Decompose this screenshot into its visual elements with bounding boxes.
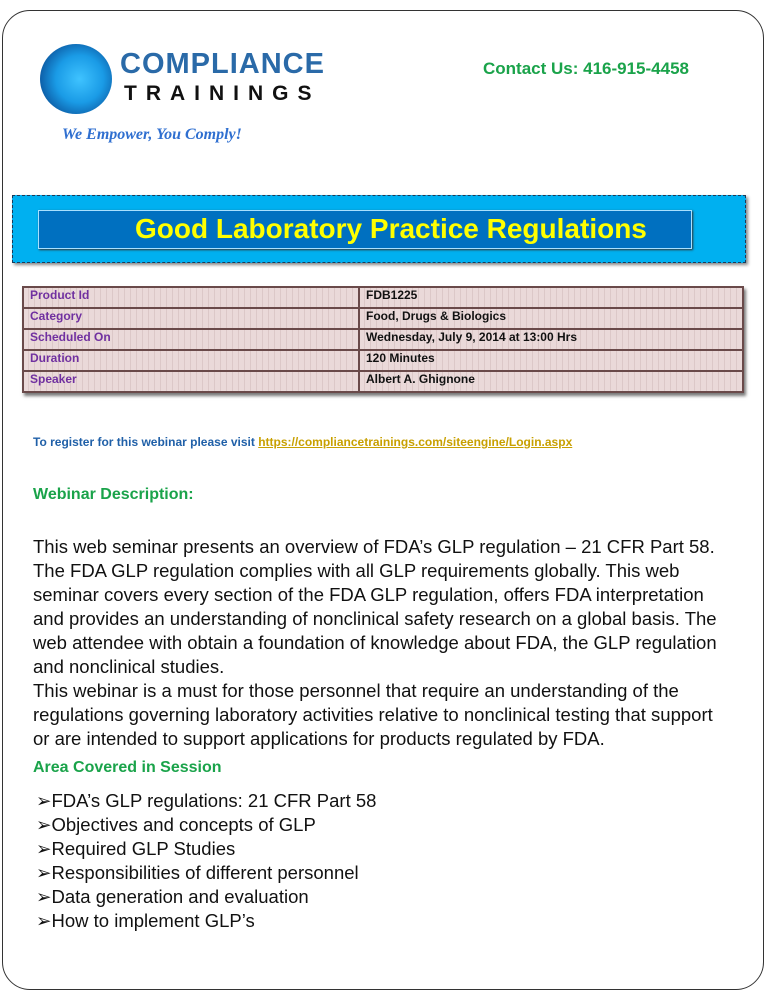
list-item: ➢Responsibilities of different personnel bbox=[36, 862, 359, 883]
row-label: Duration bbox=[23, 350, 359, 371]
register-text: To register for this webinar please visit bbox=[33, 435, 259, 449]
row-label: Speaker bbox=[23, 371, 359, 392]
row-label: Scheduled On bbox=[23, 329, 359, 350]
areas-list bbox=[36, 789, 376, 933]
description-paragraph-2: This webinar is a must for those personnel that require an understanding of the regulations governing laboratory activities relative to nonclinical testing that support or are intended to support applications for products regulated by FDA. bbox=[33, 680, 713, 749]
areas-heading: Area Covered in Session bbox=[33, 759, 222, 776]
register-line bbox=[33, 435, 572, 449]
row-value: FDB1225 bbox=[359, 287, 743, 308]
description-text bbox=[33, 535, 733, 751]
row-value: 120 Minutes bbox=[359, 350, 743, 371]
row-label: Category bbox=[23, 308, 359, 329]
list-item: ➢Objectives and concepts of GLP bbox=[36, 814, 316, 835]
logo bbox=[40, 44, 325, 116]
tagline: We Empower, You Comply! bbox=[62, 126, 242, 143]
title-banner bbox=[12, 195, 746, 263]
title-box bbox=[38, 210, 692, 249]
logo-text-top: COMPLIANCE bbox=[120, 48, 325, 80]
list-item: ➢Data generation and evaluation bbox=[36, 886, 309, 907]
table-row bbox=[23, 371, 743, 392]
webinar-description-heading: Webinar Description: bbox=[33, 486, 194, 503]
table-row bbox=[23, 308, 743, 329]
row-value: Albert A. Ghignone bbox=[359, 371, 743, 392]
list-item: ➢How to implement GLP’s bbox=[36, 910, 255, 931]
logo-text-bottom: TRAININGS bbox=[124, 82, 321, 105]
list-item: ➢Required GLP Studies bbox=[36, 838, 236, 859]
details-table bbox=[22, 286, 744, 393]
table-row bbox=[23, 350, 743, 371]
page-title: Good Laboratory Practice Regulations bbox=[135, 213, 647, 244]
row-value: Food, Drugs & Biologics bbox=[359, 308, 743, 329]
table-row bbox=[23, 287, 743, 308]
table-row bbox=[23, 329, 743, 350]
register-link[interactable]: https://compliancetrainings.com/siteengine/Login.aspx bbox=[258, 435, 573, 449]
globe-icon bbox=[40, 44, 112, 114]
row-value: Wednesday, July 9, 2014 at 13:00 Hrs bbox=[359, 329, 743, 350]
row-label: Product Id bbox=[23, 287, 359, 308]
list-item: ➢FDA’s GLP regulations: 21 CFR Part 58 bbox=[36, 790, 377, 811]
description-paragraph-1: This web seminar presents an overview of FDA’s GLP regulation – 21 CFR Part 58. The FDA GLP regulation complies with all GLP requirements globally. This web seminar covers every section of the FDA GLP regulation, offers FDA interpretation and provides an understanding of nonclinical safety research on a global basis. The web attendee with obtain a foundation of knowledge about FDA, the GLP regulation and nonclinical studies. bbox=[33, 536, 717, 677]
contact-phone: Contact Us: 416-915-4458 bbox=[483, 59, 689, 78]
